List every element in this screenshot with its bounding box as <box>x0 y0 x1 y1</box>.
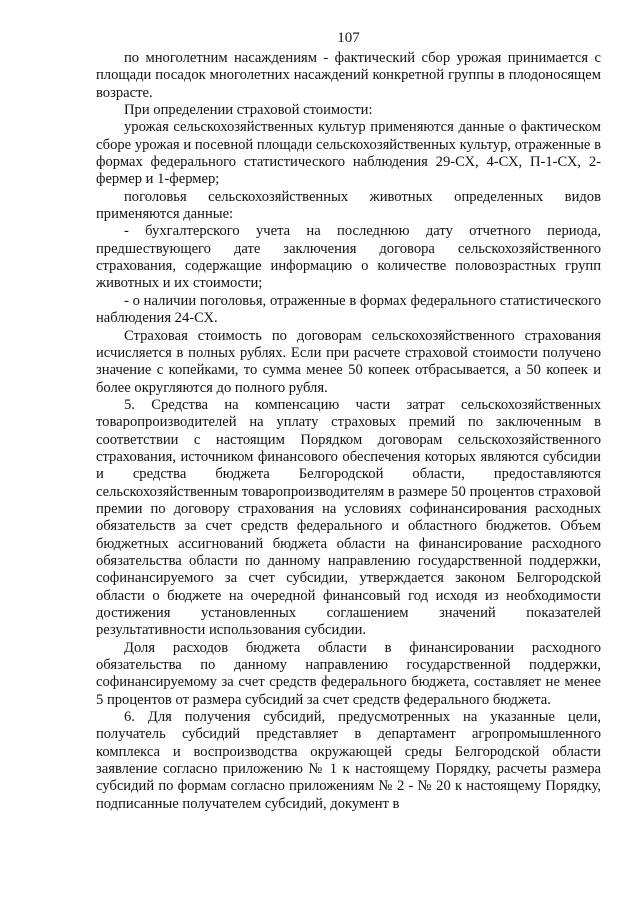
paragraph-budget-share: Доля расходов бюджета области в финансировании расходного обязательства по данному направлению государственной поддержки, софинансируемому за счет средств федерального бюджета, составляет не менее 5 процентов от размера субсидий за счет средств федерального бюджета. <box>96 639 601 708</box>
document-page <box>96 30 601 813</box>
paragraph-accounting-data: - бухгалтерского учета на последнюю дату отчетного периода, предшествующего дате заключения договора сельскохозяйственного страхования, содержащие информацию о количестве половозрастных групп животных и их стоимости; <box>96 223 601 292</box>
paragraph-rounding: Страховая стоимость по договорам сельскохозяйственного страхования исчисляется в полных рублях. Если при расчете страховой стоимости получено значение с копейками, то сумма менее 50 копеек отбрасывается, а 50 копеек и более округляются до полного рубля. <box>96 327 601 396</box>
paragraph-section-5: 5. Средства на компенсацию части затрат сельскохозяйственных товаропроизводителей на уплату страховых премий по заключенным в соответствии с настоящим Порядком договорам сельскохозяйственного страхования, источником финансового обеспечения которых являются субсидии и средства бюджета Белгородской области, предоставляются сельскохозяйственным товаропроизводителям в размере 50 процентов страховой премии по договору страхования на условиях софинансирования расходных обязательств за счет средств федерального и областного бюджетов. Объем бюджетных ассигнований бюджета области на финансирование расходного обязательства области по данному направлению государственной поддержки, софинансируемого за счет субсидии, утверждается законом Белгородской области о бюджете на очередной финансовый год исходя из необходимости достижения установленных соглашением значений показателей результативности использования субсидии. <box>96 396 601 639</box>
paragraph-section-6: 6. Для получения субсидий, предусмотренных на указанные цели, получатель субсидий представляет в департамент агропромышленного комплекса и воспроизводства окружающей среды Белгородской области заявление согласно приложению № 1 к настоящему Порядку, расчеты размера субсидий по формам согласно приложениям № 2 - № 20 к настоящему Порядку, подписанные получателем субсидий, документ в <box>96 709 601 812</box>
paragraph-crop-yield: урожая сельскохозяйственных культур применяются данные о фактическом сборе урожая и посевной площади сельскохозяйственных культур, отраженные в формах федерального статистического наблюдения 29-СХ, 4-СХ, П-1-СХ, 2-фермер и 1-фермер; <box>96 119 601 188</box>
paragraph-perennial-plantings: по многолетним насаждениям - фактический сбор урожая принимается с площади посадок многолетних насаждений конкретной группы в плодоносящем возрасте. <box>96 50 601 101</box>
paragraph-insured-value-intro: При определении страховой стоимости: <box>124 102 373 119</box>
paragraph-livestock: поголовья сельскохозяйственных животных определенных видов применяются данные: <box>96 188 601 223</box>
page-number: 107 <box>337 30 360 46</box>
paragraph-livestock-statistics: - о наличии поголовья, отраженные в формах федерального статистического наблюдения 24-СХ. <box>96 292 601 327</box>
